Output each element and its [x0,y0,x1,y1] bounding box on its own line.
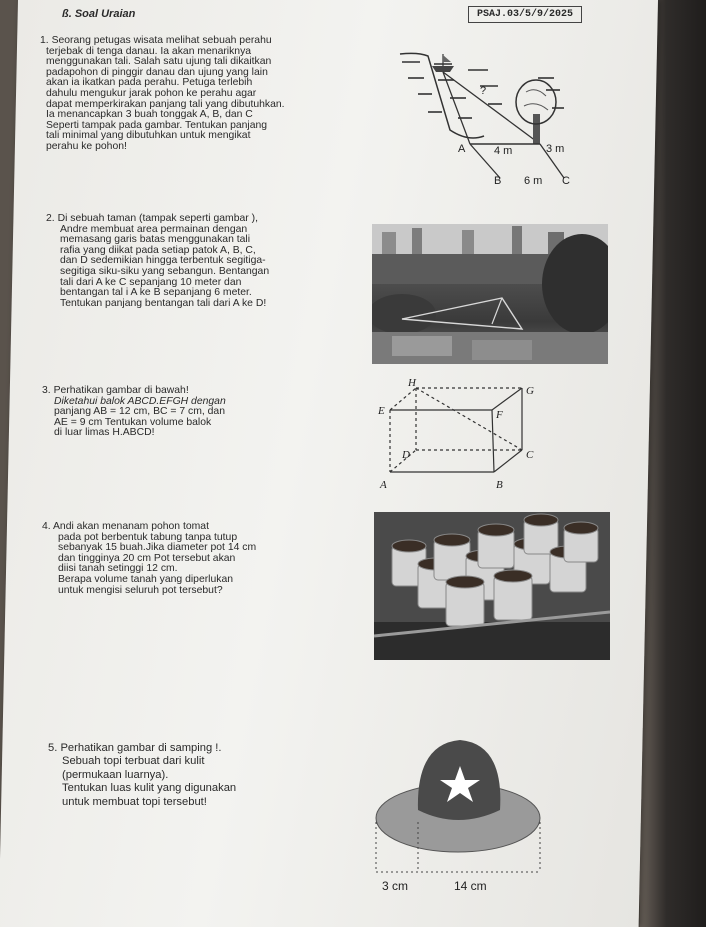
question-line: Berapa volume tanah yang diperlukan [58,573,234,585]
question-4 [42,522,256,596]
unknown-distance-label: ? [480,85,487,97]
question-line: diisi tanah setinggi 12 cm. [58,563,178,575]
question-line: Sebuah topi terbuat dari kulit [62,755,205,768]
dim-bc-label: 6 m [524,175,543,187]
question-number: 1. [40,35,49,46]
question-3 [42,386,226,439]
question-line: pada pot berbentuk tabung tanpa tutup [58,531,238,543]
question-5 [48,742,236,809]
question-line: segitiga siku-siku yang sebangun. Bentangan [60,265,270,277]
question-number: 3. [42,385,51,396]
question-number: 4. [42,521,51,532]
question-line: Diketahui balok ABCD.EFGH dengan [54,395,226,407]
document-code: PSAJ.03/5/9/2025 [468,6,582,23]
question-line: dapat memperkirakan panjang tali yang dibutuhkan. [46,98,285,110]
tomato-pots-drawing [374,512,610,660]
question-2 [46,214,269,309]
question-line: tali minimal yang dibutuhkan untuk mengikat [46,130,251,142]
point-a-label: A [458,143,466,155]
question-line: Perhatikan gambar di samping !. [60,742,222,754]
section-title: ß. Soal Uraian [62,8,136,20]
question-line: untuk membuat topi tersebut! [62,795,207,808]
question-line: Andre membuat area permainan dengan [60,223,248,235]
lake-figure [388,50,588,190]
question-line: di luar limas H.ABCD! [54,427,155,439]
question-line: Di sebuah taman (tampak seperti gambar ), [57,213,258,224]
question-line: rafia yang diikat pada setiap patok A, B, C, [60,244,256,256]
boat-icon [432,54,454,72]
question-line: memasang garis batas menggunakan tali [60,234,251,246]
vertex-e: E [378,405,385,417]
question-line: Tentukan panjang bentangan tali dari A ke D! [60,297,267,309]
vertex-a: A [380,479,387,491]
vertex-h: H [408,377,416,389]
question-line: bentangan tal i A ke B sepanjang 6 meter. [60,287,252,299]
garden-photo-drawing [372,224,608,364]
vertex-d: D [402,449,410,461]
cuboid-figure [366,376,566,492]
question-line: menggunakan tali. Salah satu ujung tali dikaitkan [46,56,272,68]
question-line: tali dari A ke C sepanjang 10 meter dan [60,276,242,288]
question-line: dan D sedemikian hingga terbentuk segitiga- [60,255,266,267]
question-line: AE = 9 cm Tentukan volume balok [54,416,212,428]
question-line: untuk mengisi seluruh pot tersebut? [58,584,223,596]
question-line: Andi akan menanam pohon tomat [53,521,209,532]
point-c-label: C [562,175,570,187]
question-number: 2. [46,213,55,224]
point-b-label: B [494,175,502,187]
question-line: panjang AB = 12 cm, BC = 7 cm, dan [54,406,225,418]
vertex-g: G [526,385,534,397]
question-line: dahulu mengukur jarak pohon ke perahu agar [46,87,257,99]
question-line: dan tingginya 20 cm Pot tersebut akan [58,552,236,564]
question-line: sebanyak 15 buah.Jika diameter pot 14 cm [58,542,257,554]
question-line: Seorang petugas wisata melihat sebuah perahu [51,35,272,46]
question-number: 5. [48,742,58,754]
question-line: perahu ke pohon! [46,140,127,152]
brim-width-label: 3 cm [382,879,409,893]
vertex-b: B [496,479,503,491]
question-1 [40,36,285,153]
question-line: padapohon di pinggir danau dan ujung yang lain [46,66,268,78]
question-line: Seperti tampak pada gambar. Tentukan panjang [46,119,268,131]
question-line: akan ia ikatkan pada perahu. Petuga terlebih [46,77,253,89]
hat-figure [358,730,548,900]
diameter-label: 14 cm [454,879,487,893]
tomato-pots-photo [374,512,610,660]
dim-ab-label: 4 m [494,145,513,157]
question-line: Tentukan luas kulit yang digunakan [62,782,237,795]
vertex-c: C [526,449,534,461]
dim-tree-label: 3 m [546,143,565,155]
question-line: Perhatikan gambar di bawah! [53,385,189,396]
question-line: Ia menancapkan 3 buah tonggak A, B, dan C [46,109,253,121]
question-line: terjebak di tenga danau. Ia akan menariknya [46,45,252,57]
garden-photo [372,224,608,364]
question-line: (permukaan luarnya). [62,768,169,781]
vertex-f: F [496,409,503,421]
